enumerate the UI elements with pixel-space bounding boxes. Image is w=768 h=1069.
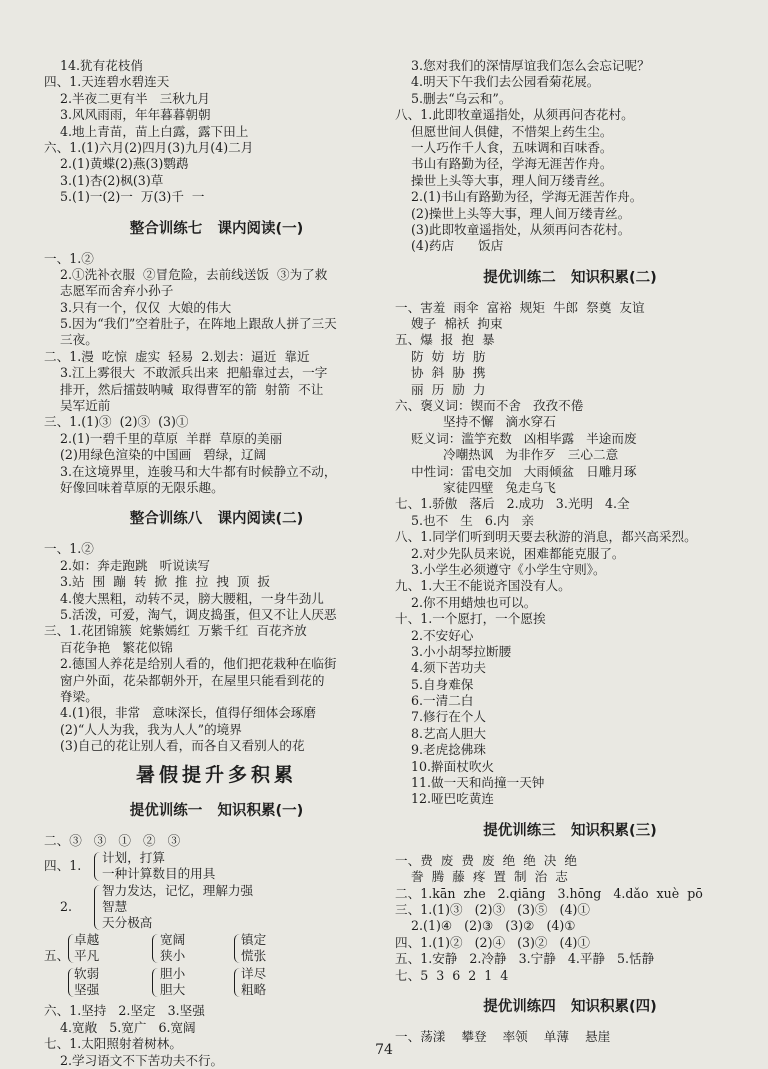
answer-line: 7.修行在个人 xyxy=(395,709,486,725)
pair-word: 卓越 xyxy=(74,931,100,947)
answer-line: (3)自己的花让别人看，而各自又看别人的花 xyxy=(44,738,305,754)
answer-line: 2.德国人养花是给别人看的，他们把花栽种在临街 xyxy=(44,656,337,672)
answer-line: 一人巧作千人食，五味调和百味香。 xyxy=(395,139,613,155)
chapter-title: 暑假提升多积累 xyxy=(135,764,297,787)
pair-word: 慌张 xyxy=(241,947,267,963)
brace-item: 智慧 xyxy=(102,899,128,915)
answer-line: 十、1.一个愿打，一个愿挨 xyxy=(395,611,546,627)
answer-line: (3)此即牧童遥指处，从须再问杏花村。 xyxy=(395,221,631,237)
answer-line: 六、褒义词：锲而不舍 孜孜不倦 xyxy=(395,398,584,414)
brace-mark xyxy=(152,934,158,963)
answer-line: 二、③ ③ ① ② ③ xyxy=(44,833,181,849)
answer-line: 2.(1)④ (2)③ (3)② (4)① xyxy=(395,918,576,934)
brace-mark xyxy=(234,934,240,963)
pairs-prefix: 五、 xyxy=(44,947,70,963)
answer-line: 3.(1)杏(2)枫(3)草 xyxy=(44,172,164,188)
answer-line: 4.傻大黑粗，动转不灵，膀大腰粗，一身牛劲儿 xyxy=(44,590,324,606)
brace-mark xyxy=(94,852,100,881)
answer-line: 2.(1)书山有路勤为径，学海无涯苦作舟。 xyxy=(395,189,643,205)
answer-line: 3.风风雨雨，年年暮暮朝朝 xyxy=(44,107,211,123)
answer-line: 4.宽敞 5.宽广 6.宽阔 xyxy=(44,1019,196,1035)
answer-line: 三、1.(1)③ (2)③ (3)① xyxy=(44,414,189,430)
section-title: 提优训练一 知识积累(一) xyxy=(129,803,304,820)
answer-line: 五、爆 报 抱 暴 xyxy=(395,332,495,348)
answer-line: 一、1.② xyxy=(44,250,94,266)
answer-line: (2)用绿色渲染的中国画 碧绿，辽阔 xyxy=(44,447,267,463)
answer-line: 嫂子 棉袄 拘束 xyxy=(395,316,503,332)
answer-line: 3.小小胡琴拉断腰 xyxy=(395,643,512,659)
answer-line: 2.(1)黄蝶(2)燕(3)鹦鹉 xyxy=(44,156,189,172)
answer-line: 11.做一天和尚撞一天钟 xyxy=(395,775,545,791)
answer-line: 2.①洗补衣服 ②冒危险，去前线送饭 ③为了救 xyxy=(44,266,328,282)
pair-word: 宽阔 xyxy=(160,931,186,947)
answer-line: 2.学习语文不下苦功夫不行。 xyxy=(44,1052,224,1068)
answer-line: 二、1.漫 吃惊 虚实 轻易 2.划去：逼近 靠近 xyxy=(44,348,310,364)
answer-line: (2)操世上头等大事，理人间万缕青丝。 xyxy=(395,205,631,221)
answer-line: 八、1.同学们听到明天要去秋游的消息，都兴高采烈。 xyxy=(395,529,697,545)
answer-line: 9.老虎捻佛珠 xyxy=(395,742,486,758)
answer-line: 家徒四壁 兔走乌飞 xyxy=(395,479,556,495)
answer-line: 志愿军而舍弃小孙子 xyxy=(44,283,174,299)
answer-line: 2.你不用蜡烛也可以。 xyxy=(395,594,537,610)
answer-line: 六、1.(1)六月(2)四月(3)九月(4)二月 xyxy=(44,139,254,155)
antonym-pairs xyxy=(44,932,389,1004)
answer-line: 3.江上雾很大 不敢派兵出来 把船靠过去，一字 xyxy=(44,365,328,381)
answer-line: 四、1.(1)② (2)④ (3)② (4)① xyxy=(395,934,590,950)
answer-line: 七、5 3 6 2 1 4 xyxy=(395,967,509,983)
brace-item: 天分极高 xyxy=(102,915,153,931)
pair-word: 粗略 xyxy=(241,981,267,997)
answer-line: (2)“人人为我，我为人人”的境界 xyxy=(44,721,242,737)
answer-line: 七、1.太阳照射着树林。 xyxy=(44,1036,182,1052)
brace-item: 智力发达，记忆，理解力强 xyxy=(102,882,254,898)
answer-line: 五、1.安静 2.冷静 3.宁静 4.平静 5.恬静 xyxy=(395,951,655,967)
answer-line: 脊梁。 xyxy=(44,688,98,704)
brace-item: 一种计算数目的用具 xyxy=(102,866,216,882)
answer-line: 百花争艳 繁花似锦 xyxy=(44,639,173,655)
answer-line: 5.(1)一(2)一 万(3)千 一 xyxy=(44,189,205,205)
answer-line: 三夜。 xyxy=(44,332,98,348)
answer-line: 4.明天下午我们去公园看菊花展。 xyxy=(395,74,600,90)
answer-line: 操世上头等大事，理人间万缕青丝。 xyxy=(395,172,613,188)
answer-line: 防 妨 坊 肪 xyxy=(395,348,486,364)
answer-line: 二、1.kān zhe 2.qiāng 3.hōng 4.dǎo xuè pō xyxy=(395,885,703,901)
answer-line: 一、1.② xyxy=(44,541,94,557)
page-number: 74 xyxy=(375,1042,393,1058)
section-title: 提优训练二 知识积累(二) xyxy=(483,269,657,286)
pair-word: 软弱 xyxy=(74,965,100,981)
answer-line: 2.半夜二更有半 三秋九月 xyxy=(44,90,210,106)
answer-line: 贬义词：滥竽充数 凶相毕露 半途而废 xyxy=(395,430,637,446)
answer-line: 但愿世间人俱健，不惜架上药生尘。 xyxy=(395,123,613,139)
answer-line: 3.只有一个，仅仅 大娘的伟大 xyxy=(44,299,232,315)
answer-line: 2.不安好心 xyxy=(395,627,474,643)
answer-line: 5.活泼，可爱，淘气，调皮捣蛋，但又不让人厌恶 xyxy=(44,606,337,622)
answer-line: 5.因为“我们”空着肚子，在阵地上跟敌人拼了三天 xyxy=(44,316,337,332)
answer-line: 吴军近前 xyxy=(44,398,111,414)
answer-line: 窗户外面，花朵都朝外开，在屋里只能看到花的 xyxy=(44,672,325,688)
answer-line: 好像回味着草原的无限乐趣。 xyxy=(44,479,224,495)
brace-mark xyxy=(234,968,240,997)
answer-line: 2.(1)一碧千里的草原 羊群 草原的美丽 xyxy=(44,430,283,446)
answer-line: 5.也不 生 6.内 亲 xyxy=(395,512,535,528)
brace-mark xyxy=(94,885,100,930)
answer-line: 8.艺高人胆大 xyxy=(395,725,486,741)
answer-line: 4.(1)很，非常 意味深长，值得仔细体会琢磨 xyxy=(44,705,316,721)
answer-line: 三、1.花团锦簇 姹紫嫣红 万紫千红 百花齐放 xyxy=(44,623,307,639)
answer-line: 5.删去“乌云和”。 xyxy=(395,90,512,106)
answer-line: 3.在这境界里，连骏马和大牛都有时候静立不动， xyxy=(44,463,337,479)
answer-line: 3.站 围 蹦 转 掀 推 拉 拽 顶 扳 xyxy=(44,574,271,590)
brace-prefix: 四、1. xyxy=(44,858,82,874)
answer-line: 一、害羞 雨伞 富裕 规矩 牛郎 祭奠 友谊 xyxy=(395,299,645,315)
answer-line: 5.自身难保 xyxy=(395,676,474,692)
answer-line: 2.如：奔走跑跳 听说读写 xyxy=(44,557,210,573)
brace-prefix: 2. xyxy=(44,899,73,915)
section-title: 整合训练七 课内阅读(一) xyxy=(129,220,304,237)
answer-line: 九、1.大王不能说齐国没有人。 xyxy=(395,578,571,594)
answer-line: 三、1.(1)③ (2)③ (3)⑤ (4)① xyxy=(395,901,590,917)
answer-line: 一、荡漾 攀登 率领 单薄 悬崖 xyxy=(395,1028,611,1044)
answer-line: 2.对少先队员来说，困难都能克服了。 xyxy=(395,545,625,561)
pair-word: 镇定 xyxy=(241,931,267,947)
pair-word: 平凡 xyxy=(74,947,100,963)
answer-line: 排开，然后擂鼓呐喊 取得曹军的箭 射箭 不让 xyxy=(44,381,324,397)
answer-line: 4.地上青苗，苗上白露，露下田上 xyxy=(44,123,249,139)
pair-word: 详尽 xyxy=(241,965,267,981)
pair-word: 狭小 xyxy=(160,947,186,963)
answer-line: 3.您对我们的深情厚谊我们怎么会忘记呢？ xyxy=(395,58,650,73)
answer-line: 誊 腾 藤 疼 置 制 治 志 xyxy=(395,869,568,885)
right-column xyxy=(395,58,745,1045)
brace-group xyxy=(44,883,389,932)
answer-line: (4)药店 饭店 xyxy=(395,238,504,254)
answer-line: 3.小学生必须遵守《小学生守则》。 xyxy=(395,561,606,577)
answer-line: 14.犹有花枝俏 xyxy=(44,58,144,73)
brace-mark xyxy=(152,968,158,997)
answer-line: 七、1.骄傲 落后 2.成功 3.光明 4.全 xyxy=(395,496,630,512)
answer-line: 六、1.坚持 2.坚定 3.坚强 xyxy=(44,1003,205,1019)
brace-group xyxy=(44,850,389,883)
section-title: 提优训练四 知识积累(四) xyxy=(483,998,657,1015)
pair-word: 坚强 xyxy=(74,981,100,997)
left-column xyxy=(44,58,389,1069)
answer-line: 八、1.此即牧童遥指处，从须再问杏花村。 xyxy=(395,107,634,123)
answer-line: 协 斜 胁 携 xyxy=(395,365,486,381)
section-title: 提优训练三 知识积累(三) xyxy=(483,822,657,839)
answer-line: 一、费 废 费 废 绝 绝 决 绝 xyxy=(395,852,577,868)
answer-line: 书山有路勤为径，学海无涯苦作舟。 xyxy=(395,156,613,172)
answer-line: 冷嘲热讽 为非作歹 三心二意 xyxy=(395,447,619,463)
answer-line: 中性词：雷电交加 大雨倾盆 日雕月琢 xyxy=(395,463,637,479)
answer-line: 6.一清二白 xyxy=(395,693,474,709)
answer-line: 丽 历 励 力 xyxy=(395,381,486,397)
answer-line: 10.擀面杖吹火 xyxy=(395,758,495,774)
answer-line: 四、1.天连碧水碧连天 xyxy=(44,74,170,90)
answer-line: 4.须下苦功夫 xyxy=(395,660,486,676)
answer-line: 12.哑巴吃黄连 xyxy=(395,791,495,807)
pair-word: 胆小 xyxy=(160,965,186,981)
section-title: 整合训练八 课内阅读(二) xyxy=(129,511,304,528)
brace-item: 计划，打算 xyxy=(102,849,165,865)
answer-line: 坚持不懈 滴水穿石 xyxy=(395,414,556,430)
pair-word: 胆大 xyxy=(160,981,186,997)
